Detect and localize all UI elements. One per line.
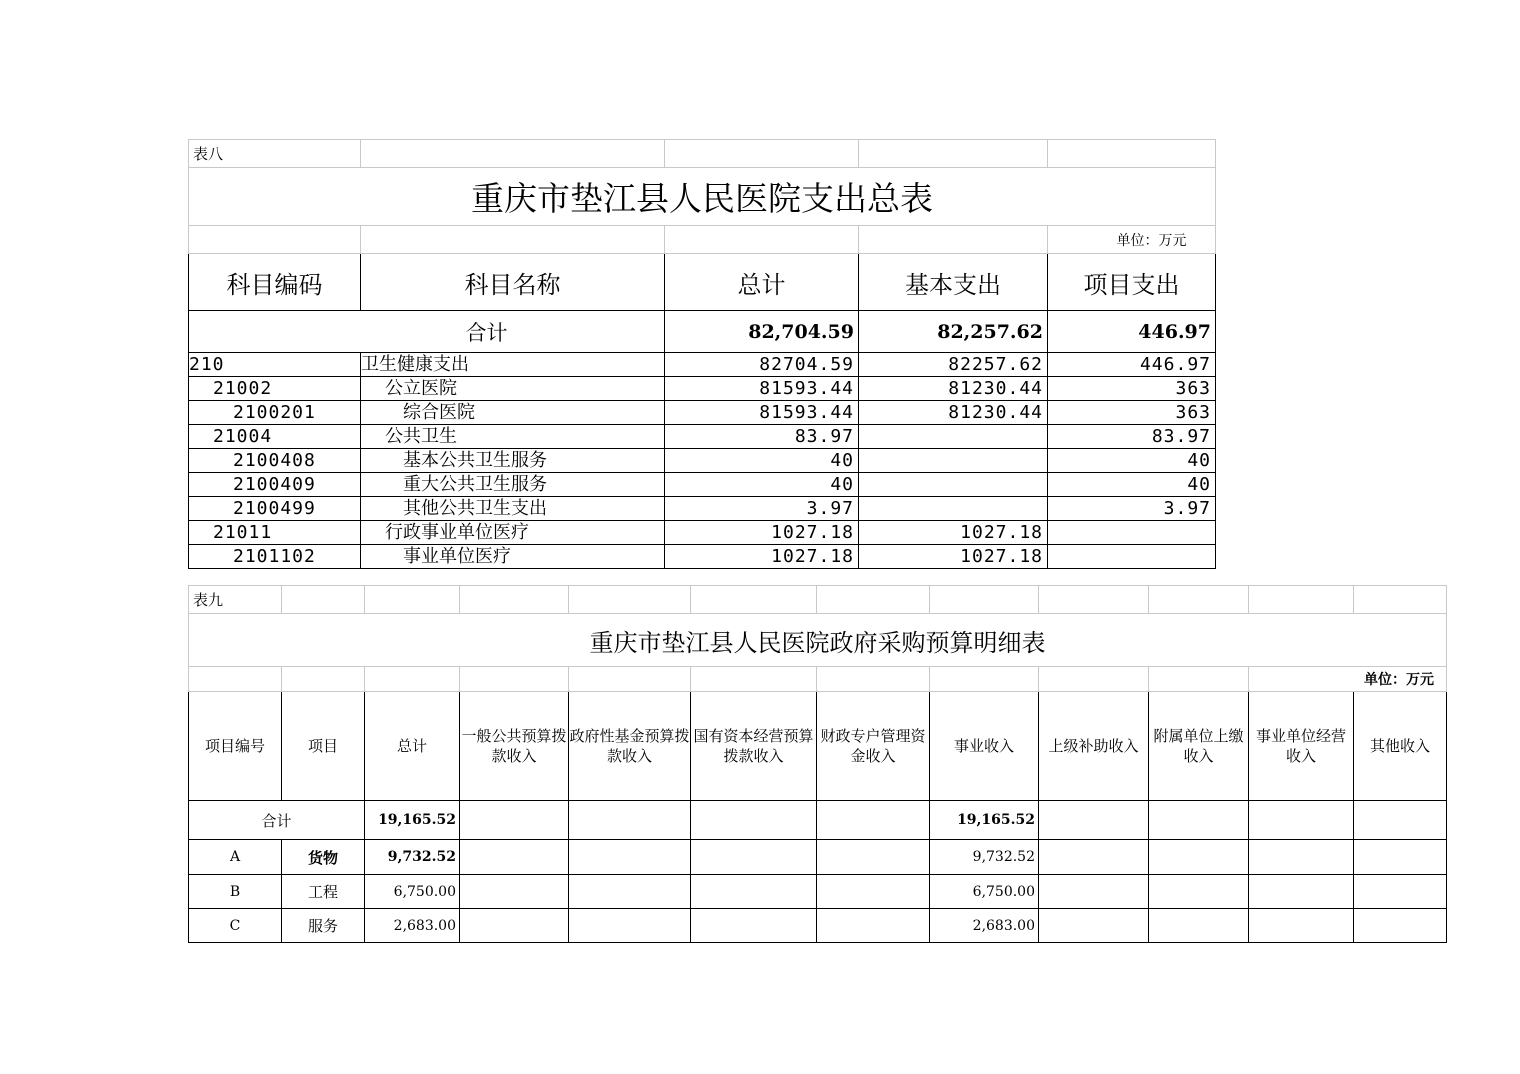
header-state-capital: 国有资本经营预算拨款收入 bbox=[691, 692, 817, 801]
header-special-account: 财政专户管理资金收入 bbox=[817, 692, 930, 801]
table-row: 2100499 其他公共卫生支出 3.97 3.97 bbox=[189, 497, 1216, 521]
header-item: 项目 bbox=[282, 692, 365, 801]
total-label: 合计 bbox=[189, 801, 365, 840]
header-project: 项目支出 bbox=[1048, 254, 1216, 311]
table-row: B 工程 6,750.00 6,750.00 bbox=[189, 875, 1447, 909]
table8-total-row bbox=[189, 311, 1216, 353]
total-project: 446.97 bbox=[1048, 311, 1216, 353]
expenditure-summary-table bbox=[188, 139, 1216, 569]
table-row: 21002 公立医院 81593.44 81230.44 363 bbox=[189, 377, 1216, 401]
table-row: 2100408 基本公共卫生服务 40 40 bbox=[189, 449, 1216, 473]
table9-label: 表九 bbox=[189, 586, 282, 614]
table-row: 2100409 重大公共卫生服务 40 40 bbox=[189, 473, 1216, 497]
total-label: 合计 bbox=[189, 311, 665, 353]
table8-label: 表八 bbox=[189, 140, 361, 168]
header-project-code: 项目编号 bbox=[189, 692, 282, 801]
table8-header-row bbox=[189, 254, 1216, 311]
table9-header-row bbox=[189, 692, 1447, 801]
total-total: 82,704.59 bbox=[665, 311, 859, 353]
table9-total-row bbox=[189, 801, 1447, 840]
table-row: 21004 公共卫生 83.97 83.97 bbox=[189, 425, 1216, 449]
header-other-income: 其他收入 bbox=[1354, 692, 1447, 801]
header-gov-fund: 政府性基金预算拨款收入 bbox=[569, 692, 691, 801]
header-general-budget: 一般公共预算拨款收入 bbox=[460, 692, 569, 801]
procurement-budget-table bbox=[188, 585, 1447, 943]
header-name: 科目名称 bbox=[361, 254, 665, 311]
header-business-income: 事业收入 bbox=[930, 692, 1039, 801]
header-operating-income: 事业单位经营收入 bbox=[1249, 692, 1354, 801]
table-row: 21011 行政事业单位医疗 1027.18 1027.18 bbox=[189, 521, 1216, 545]
table-row: A 货物 9,732.52 9,732.52 bbox=[189, 840, 1447, 875]
table8-unit: 单位：万元 bbox=[1048, 226, 1216, 254]
total-total: 19,165.52 bbox=[365, 801, 460, 840]
table-row: 2101102 事业单位医疗 1027.18 1027.18 bbox=[189, 545, 1216, 569]
table9-unit: 单位：万元 bbox=[1249, 667, 1447, 692]
header-code: 科目编码 bbox=[189, 254, 361, 311]
header-basic: 基本支出 bbox=[859, 254, 1048, 311]
table9-title: 重庆市垫江县人民医院政府采购预算明细表 bbox=[189, 614, 1447, 667]
table-row: 2100201 综合医院 81593.44 81230.44 363 bbox=[189, 401, 1216, 425]
total-business: 19,165.52 bbox=[930, 801, 1039, 840]
header-superior-subsidy: 上级补助收入 bbox=[1039, 692, 1149, 801]
header-total: 总计 bbox=[365, 692, 460, 801]
header-affiliate-payment: 附属单位上缴收入 bbox=[1149, 692, 1249, 801]
table-row: 210 卫生健康支出 82704.59 82257.62 446.97 bbox=[189, 353, 1216, 377]
header-total: 总计 bbox=[665, 254, 859, 311]
table-row: C 服务 2,683.00 2,683.00 bbox=[189, 909, 1447, 943]
total-basic: 82,257.62 bbox=[859, 311, 1048, 353]
table8-title: 重庆市垫江县人民医院支出总表 bbox=[189, 168, 1216, 226]
